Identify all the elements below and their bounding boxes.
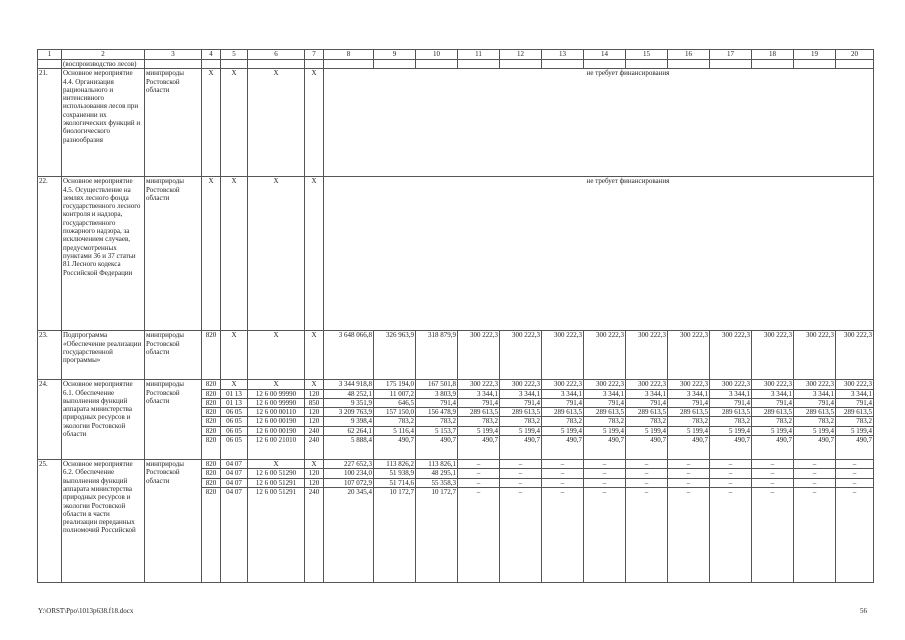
value-cell: 156 478,9: [416, 408, 458, 417]
value-cell: –: [458, 478, 500, 487]
code-cell: 820: [202, 398, 221, 407]
value-cell: 157 150,0: [374, 408, 416, 417]
value-cell: 791,4: [542, 398, 584, 407]
value-cell: 113 826,2: [374, 460, 416, 469]
column-number: 2: [62, 50, 145, 60]
value-cell: –: [752, 460, 794, 469]
value-cell: 9 398,4: [324, 417, 374, 426]
value-cell: –: [500, 469, 542, 478]
code-cell: 01 13: [221, 398, 248, 407]
column-number: 10: [416, 50, 458, 60]
code-cell: 120: [305, 389, 324, 398]
value-cell: –: [458, 460, 500, 469]
value-cell: –: [626, 469, 668, 478]
code-cell: Х: [221, 69, 248, 177]
code-cell: Х: [248, 460, 305, 469]
value-cell: 3 344,1: [710, 389, 752, 398]
value-cell: 300 222,3: [668, 331, 710, 380]
code-cell: Х: [305, 331, 324, 380]
code-cell: Х: [305, 380, 324, 389]
activity-name: Основное мероприятие 4.5. Осуществление на землях лесного фонда государственного лесного контроля и надзора, государственного пожарного надзора, за исключением случаев, предусмотренных пунктами 36 и 37 статьи 81 Лесного кодекса Российской Федерации: [62, 177, 145, 331]
column-number: 9: [374, 50, 416, 60]
value-cell: –: [668, 478, 710, 487]
value-cell: 289 613,5: [626, 408, 668, 417]
value-cell: 791,4: [668, 398, 710, 407]
value-cell: –: [794, 469, 836, 478]
value-cell: 5 888,4: [324, 436, 374, 460]
table-row: [38, 177, 874, 331]
value-cell: 490,7: [836, 436, 874, 460]
column-number: 5: [221, 50, 248, 60]
value-cell: 10 172,7: [374, 487, 416, 582]
value-cell: 289 613,5: [500, 408, 542, 417]
value-cell: 5 199,4: [584, 426, 626, 435]
value-cell: 51 938,9: [374, 469, 416, 478]
code-cell: 240: [305, 426, 324, 435]
value-cell: 791,4: [794, 398, 836, 407]
value-cell: –: [752, 487, 794, 582]
value-cell: 318 879,9: [416, 331, 458, 380]
value-cell: 10 172,7: [416, 487, 458, 582]
value-cell: 100 234,0: [324, 469, 374, 478]
row-number: 21.: [38, 69, 62, 177]
column-number: 1: [38, 50, 62, 60]
value-cell: 300 222,3: [752, 331, 794, 380]
value-cell: 791,4: [710, 398, 752, 407]
code-cell: 820: [202, 426, 221, 435]
value-cell: –: [584, 487, 626, 582]
value-cell: –: [668, 487, 710, 582]
value-cell: 490,7: [374, 436, 416, 460]
column-number: 7: [305, 50, 324, 60]
activity-name: Основное мероприятие 6.2. Обеспечение выполнения функций аппарата министерства природных ресурсов и экологии Ростовской области в части реализации переданных полномочий Российской: [62, 460, 145, 583]
column-number: 20: [836, 50, 874, 60]
value-cell: 3 344,1: [668, 389, 710, 398]
value-cell: 490,7: [416, 436, 458, 460]
value-cell: –: [626, 460, 668, 469]
value-cell: 3 344,1: [626, 389, 668, 398]
value-cell: –: [500, 478, 542, 487]
code-cell: 820: [202, 389, 221, 398]
value-cell: 783,2: [626, 417, 668, 426]
executor: минприроды Ростовской области: [145, 380, 202, 460]
column-number: 4: [202, 50, 221, 60]
value-cell: 51 714,6: [374, 478, 416, 487]
value-cell: 5 199,4: [836, 426, 874, 435]
activity-name: Подпрограмма «Обеспечение реализации государственной программы»: [62, 331, 145, 380]
value-cell: 5 153,7: [416, 426, 458, 435]
code-cell: 820: [202, 331, 221, 380]
value-cell: 3 344,1: [752, 389, 794, 398]
code-cell: Х: [248, 177, 305, 331]
value-cell: –: [836, 469, 874, 478]
code-cell: Х: [305, 460, 324, 469]
value-cell: 300 222,3: [500, 331, 542, 380]
value-cell: 783,2: [752, 417, 794, 426]
column-number: 14: [584, 50, 626, 60]
column-number: 16: [668, 50, 710, 60]
code-cell: 120: [305, 408, 324, 417]
value-cell: 300 222,3: [710, 380, 752, 389]
code-cell: 04 07: [221, 460, 248, 469]
value-cell: 300 222,3: [836, 380, 874, 389]
code-cell: 04 07: [221, 487, 248, 582]
value-cell: –: [584, 478, 626, 487]
footer-file-path: Y:\ORST\Ppo\1013p638.f18.docx: [38, 607, 134, 615]
row-number: 23.: [38, 331, 62, 380]
code-cell: Х: [248, 69, 305, 177]
value-cell: 227 652,3: [324, 460, 374, 469]
program-table: [37, 49, 874, 583]
value-cell: –: [500, 460, 542, 469]
value-cell: 783,2: [836, 417, 874, 426]
column-number-row: [38, 50, 874, 60]
value-cell: 783,2: [794, 417, 836, 426]
value-cell: 791,4: [836, 398, 874, 407]
value-cell: 289 613,5: [458, 408, 500, 417]
value-cell: 3 344,1: [542, 389, 584, 398]
code-cell: 12 6 00 51290: [248, 469, 305, 478]
value-cell: 48 295,1: [416, 469, 458, 478]
value-cell: 5 199,4: [668, 426, 710, 435]
executor: минприроды Ростовской области: [145, 460, 202, 583]
value-cell: 113 826,1: [416, 460, 458, 469]
value-cell: 300 222,3: [668, 380, 710, 389]
value-cell: 783,2: [500, 417, 542, 426]
column-number: 12: [500, 50, 542, 60]
code-cell: Х: [248, 331, 305, 380]
value-cell: 783,2: [710, 417, 752, 426]
value-cell: 62 264,1: [324, 426, 374, 435]
value-cell: 300 222,3: [584, 331, 626, 380]
value-cell: 9 351,9: [324, 398, 374, 407]
value-cell: –: [626, 478, 668, 487]
code-cell: 240: [305, 487, 324, 582]
value-cell: 5 199,4: [794, 426, 836, 435]
value-cell: 289 613,5: [542, 408, 584, 417]
value-cell: 490,7: [710, 436, 752, 460]
value-cell: 791,4: [626, 398, 668, 407]
value-cell: –: [542, 469, 584, 478]
value-cell: –: [836, 487, 874, 582]
table-row: [38, 69, 874, 177]
value-cell: 5 199,4: [500, 426, 542, 435]
value-cell: 490,7: [752, 436, 794, 460]
executor: минприроды Ростовской области: [145, 177, 202, 331]
table-row: [38, 460, 874, 469]
code-cell: Х: [221, 331, 248, 380]
code-cell: 12 6 00 00190: [248, 426, 305, 435]
code-cell: Х: [221, 177, 248, 331]
column-number: 19: [794, 50, 836, 60]
value-cell: –: [626, 487, 668, 582]
code-cell: Х: [305, 177, 324, 331]
value-cell: 3 344,1: [500, 389, 542, 398]
value-cell: 20 345,4: [324, 487, 374, 582]
value-cell: 289 613,5: [584, 408, 626, 417]
code-cell: 12 6 00 51291: [248, 487, 305, 582]
code-cell: 12 6 00 51291: [248, 478, 305, 487]
value-cell: 490,7: [500, 436, 542, 460]
column-number: 13: [542, 50, 584, 60]
continued-cell: (воспроизводство лесов): [62, 60, 145, 69]
value-cell: 3 803,9: [416, 389, 458, 398]
value-cell: –: [668, 460, 710, 469]
value-cell: 289 613,5: [794, 408, 836, 417]
value-cell: –: [584, 469, 626, 478]
value-cell: 300 222,3: [794, 380, 836, 389]
row-number: 24.: [38, 380, 62, 460]
value-cell: –: [710, 487, 752, 582]
value-cell: –: [710, 469, 752, 478]
value-cell: 289 613,5: [710, 408, 752, 417]
column-number: 18: [752, 50, 794, 60]
value-cell: 167 501,8: [416, 380, 458, 389]
value-cell: 646,5: [374, 398, 416, 407]
code-cell: Х: [202, 69, 221, 177]
value-cell: –: [752, 469, 794, 478]
value-cell: 300 222,3: [458, 380, 500, 389]
value-cell: 783,2: [542, 417, 584, 426]
value-cell: –: [668, 469, 710, 478]
code-cell: 820: [202, 408, 221, 417]
value-cell: 3 344 918,8: [324, 380, 374, 389]
value-cell: 783,2: [374, 417, 416, 426]
executor: минприроды Ростовской области: [145, 69, 202, 177]
value-cell: 490,7: [626, 436, 668, 460]
value-cell: 791,4: [752, 398, 794, 407]
value-cell: 326 963,9: [374, 331, 416, 380]
executor: минприроды Ростовской области: [145, 331, 202, 380]
value-cell: –: [794, 487, 836, 582]
code-cell: 04 07: [221, 469, 248, 478]
value-cell: 300 222,3: [626, 380, 668, 389]
value-cell: 300 222,3: [458, 331, 500, 380]
value-cell: –: [542, 460, 584, 469]
value-cell: 5 199,4: [752, 426, 794, 435]
code-cell: 12 6 00 00190: [248, 417, 305, 426]
code-cell: 850: [305, 398, 324, 407]
value-cell: 791,4: [416, 398, 458, 407]
value-cell: 783,2: [458, 417, 500, 426]
column-number: 8: [324, 50, 374, 60]
code-cell: 06 05: [221, 417, 248, 426]
no-financing-note: не требует финансирования: [324, 69, 874, 177]
value-cell: 3 344,1: [458, 389, 500, 398]
column-number: 17: [710, 50, 752, 60]
value-cell: 175 194,0: [374, 380, 416, 389]
table-row: [38, 380, 874, 389]
value-cell: 3 344,1: [794, 389, 836, 398]
code-cell: 820: [202, 469, 221, 478]
row-number: 25.: [38, 460, 62, 583]
value-cell: 300 222,3: [626, 331, 668, 380]
value-cell: –: [794, 460, 836, 469]
code-cell: Х: [221, 380, 248, 389]
value-cell: 55 358,3: [416, 478, 458, 487]
activity-name: Основное мероприятие 6.1. Обеспечение выполнения функций аппарата министерства природных ресурсов и экологии Ростовской области: [62, 380, 145, 460]
value-cell: 5 199,4: [626, 426, 668, 435]
code-cell: 01 13: [221, 389, 248, 398]
value-cell: –: [542, 478, 584, 487]
value-cell: 791,4: [500, 398, 542, 407]
value-cell: 3 209 763,9: [324, 408, 374, 417]
column-number: 15: [626, 50, 668, 60]
code-cell: 06 05: [221, 436, 248, 460]
row-number: 22.: [38, 177, 62, 331]
table-row: [38, 331, 874, 380]
value-cell: –: [836, 460, 874, 469]
value-cell: 490,7: [584, 436, 626, 460]
table-body: [38, 50, 874, 583]
value-cell: 289 613,5: [752, 408, 794, 417]
value-cell: 490,7: [458, 436, 500, 460]
code-cell: 12 6 00 00110: [248, 408, 305, 417]
value-cell: –: [458, 469, 500, 478]
value-cell: 791,4: [458, 398, 500, 407]
value-cell: 11 007,2: [374, 389, 416, 398]
value-cell: 3 344,1: [836, 389, 874, 398]
value-cell: 289 613,5: [668, 408, 710, 417]
value-cell: 3 344,1: [584, 389, 626, 398]
code-cell: 820: [202, 436, 221, 460]
code-cell: Х: [202, 177, 221, 331]
value-cell: 791,4: [584, 398, 626, 407]
value-cell: –: [710, 460, 752, 469]
code-cell: Х: [305, 69, 324, 177]
code-cell: 12 6 00 99990: [248, 389, 305, 398]
no-financing-note: не требует финансирования: [324, 177, 874, 331]
footer-page-number: 56: [860, 607, 867, 615]
value-cell: 107 072,9: [324, 478, 374, 487]
code-cell: 120: [305, 417, 324, 426]
code-cell: 820: [202, 460, 221, 469]
code-cell: 12 6 00 99990: [248, 398, 305, 407]
column-number: 3: [145, 50, 202, 60]
value-cell: –: [710, 478, 752, 487]
value-cell: 783,2: [584, 417, 626, 426]
value-cell: 300 222,3: [500, 380, 542, 389]
value-cell: –: [752, 478, 794, 487]
value-cell: –: [836, 478, 874, 487]
value-cell: 490,7: [794, 436, 836, 460]
column-number: 6: [248, 50, 305, 60]
table-row: [38, 60, 874, 69]
value-cell: 300 222,3: [542, 380, 584, 389]
value-cell: 783,2: [668, 417, 710, 426]
value-cell: 300 222,3: [542, 331, 584, 380]
value-cell: –: [500, 487, 542, 582]
value-cell: –: [584, 460, 626, 469]
activity-name: Основное мероприятие 4.4. Организация рационального и интенсивного использования лесов при сохранении их экологических функций и биологического разнообразия: [62, 69, 145, 177]
code-cell: 04 07: [221, 478, 248, 487]
value-cell: 300 222,3: [752, 380, 794, 389]
value-cell: 289 613,5: [836, 408, 874, 417]
value-cell: 490,7: [542, 436, 584, 460]
code-cell: 120: [305, 478, 324, 487]
value-cell: 300 222,3: [710, 331, 752, 380]
code-cell: 820: [202, 478, 221, 487]
value-cell: 5 116,4: [374, 426, 416, 435]
value-cell: 783,2: [416, 417, 458, 426]
code-cell: 120: [305, 469, 324, 478]
value-cell: 300 222,3: [584, 380, 626, 389]
code-cell: 820: [202, 417, 221, 426]
column-number: 11: [458, 50, 500, 60]
value-cell: 3 648 066,8: [324, 331, 374, 380]
value-cell: –: [542, 487, 584, 582]
code-cell: 820: [202, 487, 221, 582]
code-cell: Х: [248, 380, 305, 389]
value-cell: 490,7: [668, 436, 710, 460]
code-cell: 12 6 00 21010: [248, 436, 305, 460]
value-cell: –: [458, 487, 500, 582]
value-cell: –: [794, 478, 836, 487]
code-cell: 820: [202, 380, 221, 389]
code-cell: 06 05: [221, 408, 248, 417]
value-cell: 300 222,3: [836, 331, 874, 380]
value-cell: 48 252,1: [324, 389, 374, 398]
value-cell: 5 199,4: [542, 426, 584, 435]
code-cell: 240: [305, 436, 324, 460]
code-cell: 06 05: [221, 426, 248, 435]
value-cell: 300 222,3: [794, 331, 836, 380]
value-cell: 5 199,4: [458, 426, 500, 435]
value-cell: 5 199,4: [710, 426, 752, 435]
